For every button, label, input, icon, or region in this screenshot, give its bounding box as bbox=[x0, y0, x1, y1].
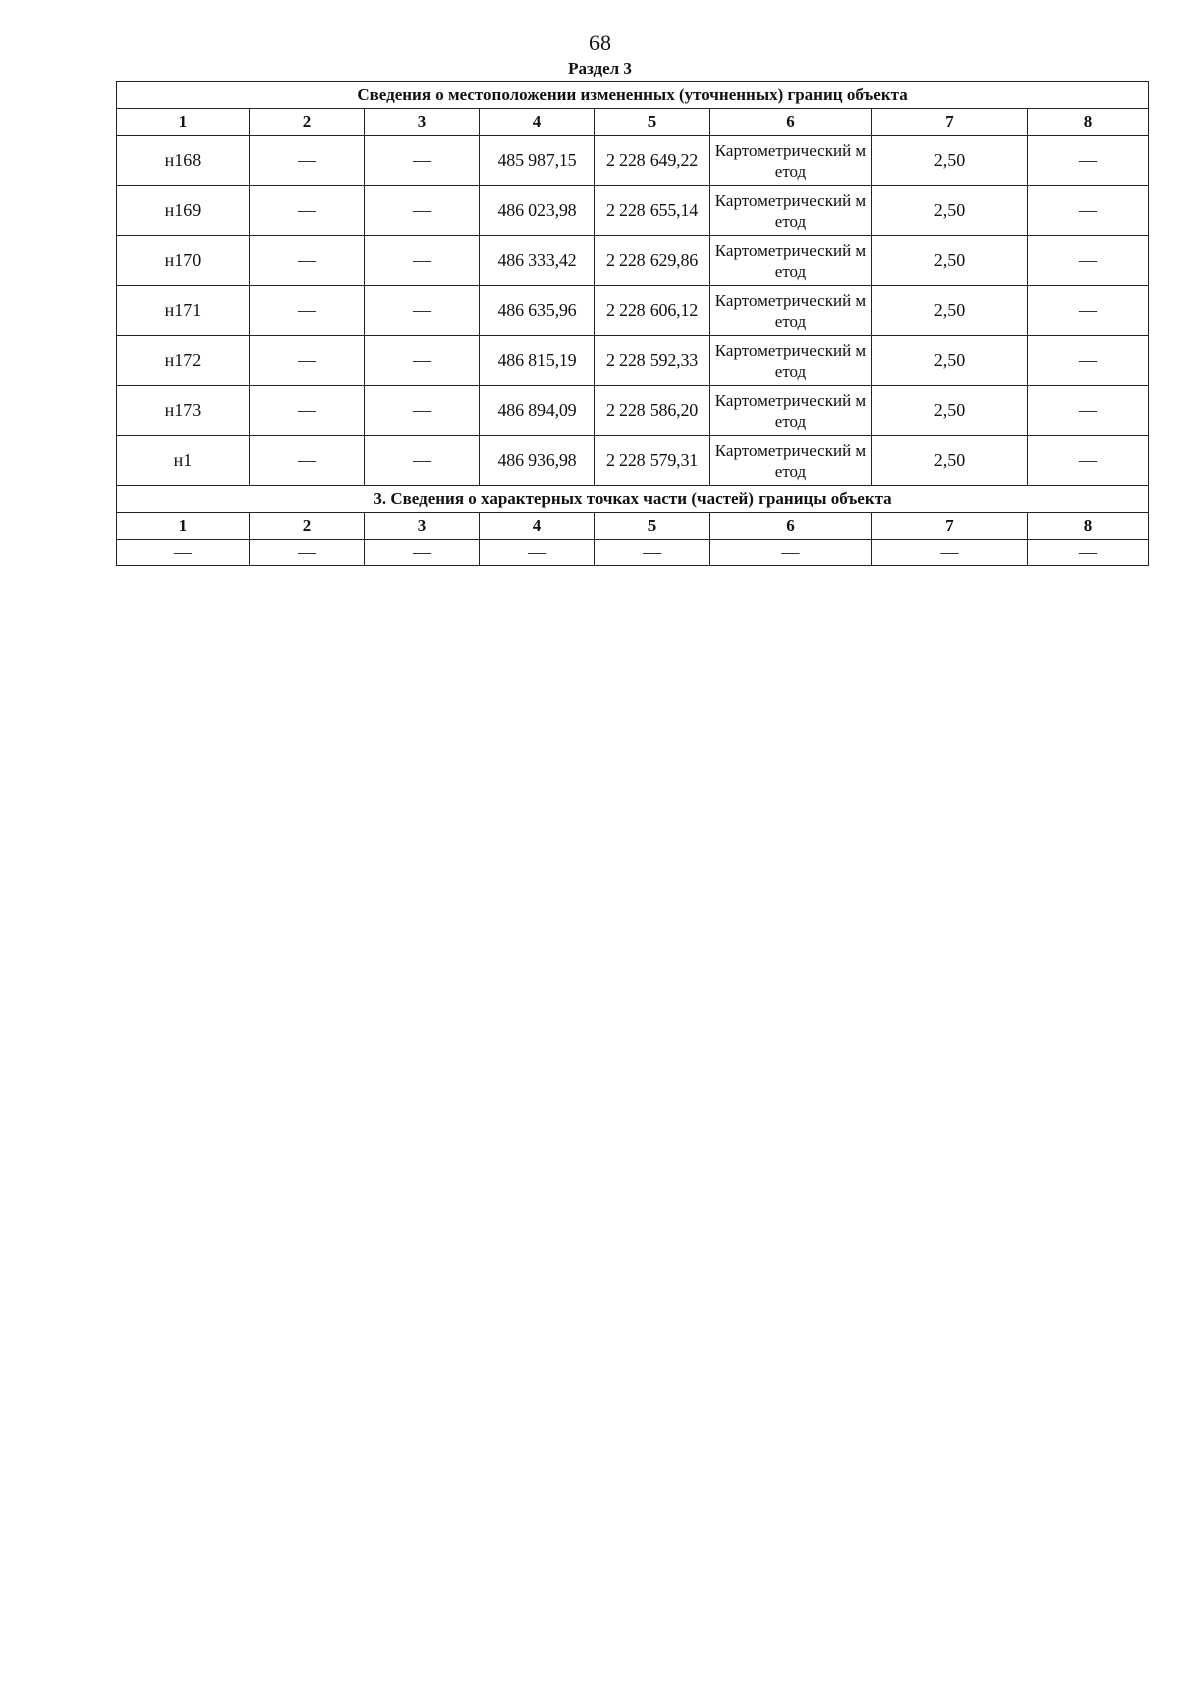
page-number: 68 bbox=[589, 30, 611, 55]
table1-cell-col-2: — bbox=[250, 236, 365, 286]
table1-cell-col-4: 485 987,15 bbox=[480, 136, 595, 186]
table1-title-row bbox=[117, 82, 1149, 109]
table1-cell-col-3: — bbox=[365, 336, 480, 386]
table1-table-row bbox=[117, 186, 1149, 236]
table1-cell-col-5: 2 228 606,12 bbox=[595, 286, 710, 336]
table1-cell-col-3: — bbox=[365, 186, 480, 236]
table1-column-header-2: 2 bbox=[250, 109, 365, 136]
table1-cell-col-7: 2,50 bbox=[872, 236, 1028, 286]
table1-column-header-5: 5 bbox=[595, 109, 710, 136]
table1-table-row bbox=[117, 386, 1149, 436]
table2-cell-col-4: — bbox=[480, 540, 595, 566]
table2-table-row bbox=[117, 540, 1149, 566]
table1-cell-col-6: Картометрический метод bbox=[710, 386, 872, 436]
table1-cell-col-7: 2,50 bbox=[872, 186, 1028, 236]
table1-cell-col-5: 2 228 592,33 bbox=[595, 336, 710, 386]
table1-column-header-3: 3 bbox=[365, 109, 480, 136]
table1-column-header-4: 4 bbox=[480, 109, 595, 136]
table1-cell-col-5: 2 228 655,14 bbox=[595, 186, 710, 236]
table1-column-header-8: 8 bbox=[1028, 109, 1149, 136]
table1-cell-col-5: 2 228 649,22 bbox=[595, 136, 710, 186]
table1-cell-col-4: 486 023,98 bbox=[480, 186, 595, 236]
table1-cell-col-8: — bbox=[1028, 386, 1149, 436]
table1-cell-col-1: н170 bbox=[117, 236, 250, 286]
table1-cell-col-2: — bbox=[250, 286, 365, 336]
table2-cell-col-7: — bbox=[872, 540, 1028, 566]
table1-cell-col-1: н169 bbox=[117, 186, 250, 236]
table1-cell-col-3: — bbox=[365, 286, 480, 336]
table1-table-row bbox=[117, 436, 1149, 486]
table1-cell-col-7: 2,50 bbox=[872, 336, 1028, 386]
table1-cell-col-8: — bbox=[1028, 136, 1149, 186]
table1-cell-col-3: — bbox=[365, 436, 480, 486]
table1-cell-col-8: — bbox=[1028, 236, 1149, 286]
table1-table-row bbox=[117, 136, 1149, 186]
table2-cell-col-6: — bbox=[710, 540, 872, 566]
table1-cell-col-1: н172 bbox=[117, 336, 250, 386]
table1-cell-col-6: Картометрический метод bbox=[710, 336, 872, 386]
table2-cell-col-3: — bbox=[365, 540, 480, 566]
table1-table-row bbox=[117, 236, 1149, 286]
table1-cell-col-2: — bbox=[250, 136, 365, 186]
table2-title-row bbox=[117, 486, 1149, 513]
table1-cell-col-6: Картометрический метод bbox=[710, 186, 872, 236]
table2-column-header-3: 3 bbox=[365, 513, 480, 540]
table1-cell-col-4: 486 815,19 bbox=[480, 336, 595, 386]
table2-column-header-6: 6 bbox=[710, 513, 872, 540]
boundary-table bbox=[116, 81, 1149, 566]
table1-cell-col-4: 486 635,96 bbox=[480, 286, 595, 336]
table2-title: 3. Сведения о характерных точках части (частей) границы объекта bbox=[117, 486, 1149, 513]
table1-cell-col-1: н173 bbox=[117, 386, 250, 436]
table1-cell-col-5: 2 228 629,86 bbox=[595, 236, 710, 286]
table1-column-header-1: 1 bbox=[117, 109, 250, 136]
table1-cell-col-4: 486 333,42 bbox=[480, 236, 595, 286]
table1-cell-col-3: — bbox=[365, 236, 480, 286]
table1-cell-col-2: — bbox=[250, 186, 365, 236]
table2-cell-col-5: — bbox=[595, 540, 710, 566]
table1-column-header-7: 7 bbox=[872, 109, 1028, 136]
table2-cell-col-8: — bbox=[1028, 540, 1149, 566]
table2-column-header-7: 7 bbox=[872, 513, 1028, 540]
table1-cell-col-1: н1 bbox=[117, 436, 250, 486]
table1-cell-col-8: — bbox=[1028, 186, 1149, 236]
table1-header-row bbox=[117, 109, 1149, 136]
table1-cell-col-7: 2,50 bbox=[872, 286, 1028, 336]
table2-column-header-2: 2 bbox=[250, 513, 365, 540]
table2-column-header-5: 5 bbox=[595, 513, 710, 540]
table2-column-header-8: 8 bbox=[1028, 513, 1149, 540]
table1-cell-col-7: 2,50 bbox=[872, 386, 1028, 436]
table1-table-row bbox=[117, 286, 1149, 336]
table2-column-header-1: 1 bbox=[117, 513, 250, 540]
table1-cell-col-7: 2,50 bbox=[872, 136, 1028, 186]
table1-cell-col-4: 486 936,98 bbox=[480, 436, 595, 486]
table1-cell-col-6: Картометрический метод bbox=[710, 236, 872, 286]
table2-column-header-4: 4 bbox=[480, 513, 595, 540]
table1-cell-col-5: 2 228 579,31 bbox=[595, 436, 710, 486]
table1-cell-col-8: — bbox=[1028, 336, 1149, 386]
table1-cell-col-1: н168 bbox=[117, 136, 250, 186]
table1-cell-col-5: 2 228 586,20 bbox=[595, 386, 710, 436]
table1-cell-col-6: Картометрический метод bbox=[710, 436, 872, 486]
table1-cell-col-2: — bbox=[250, 386, 365, 436]
table1-cell-col-6: Картометрический метод bbox=[710, 286, 872, 336]
table1-cell-col-4: 486 894,09 bbox=[480, 386, 595, 436]
table1-cell-col-2: — bbox=[250, 336, 365, 386]
table2-header-row bbox=[117, 513, 1149, 540]
table1-cell-col-1: н171 bbox=[117, 286, 250, 336]
table2-cell-col-1: — bbox=[117, 540, 250, 566]
table1-cell-col-3: — bbox=[365, 136, 480, 186]
table1-title: Сведения о местоположении измененных (уточненных) границ объекта bbox=[117, 82, 1149, 109]
table2-cell-col-2: — bbox=[250, 540, 365, 566]
table1-column-header-6: 6 bbox=[710, 109, 872, 136]
table1-cell-col-3: — bbox=[365, 386, 480, 436]
table1-table-row bbox=[117, 336, 1149, 386]
table1-cell-col-7: 2,50 bbox=[872, 436, 1028, 486]
table1-cell-col-2: — bbox=[250, 436, 365, 486]
table1-cell-col-6: Картометрический метод bbox=[710, 136, 872, 186]
section-title: Раздел 3 bbox=[568, 59, 632, 78]
table1-cell-col-8: — bbox=[1028, 436, 1149, 486]
table1-cell-col-8: — bbox=[1028, 286, 1149, 336]
